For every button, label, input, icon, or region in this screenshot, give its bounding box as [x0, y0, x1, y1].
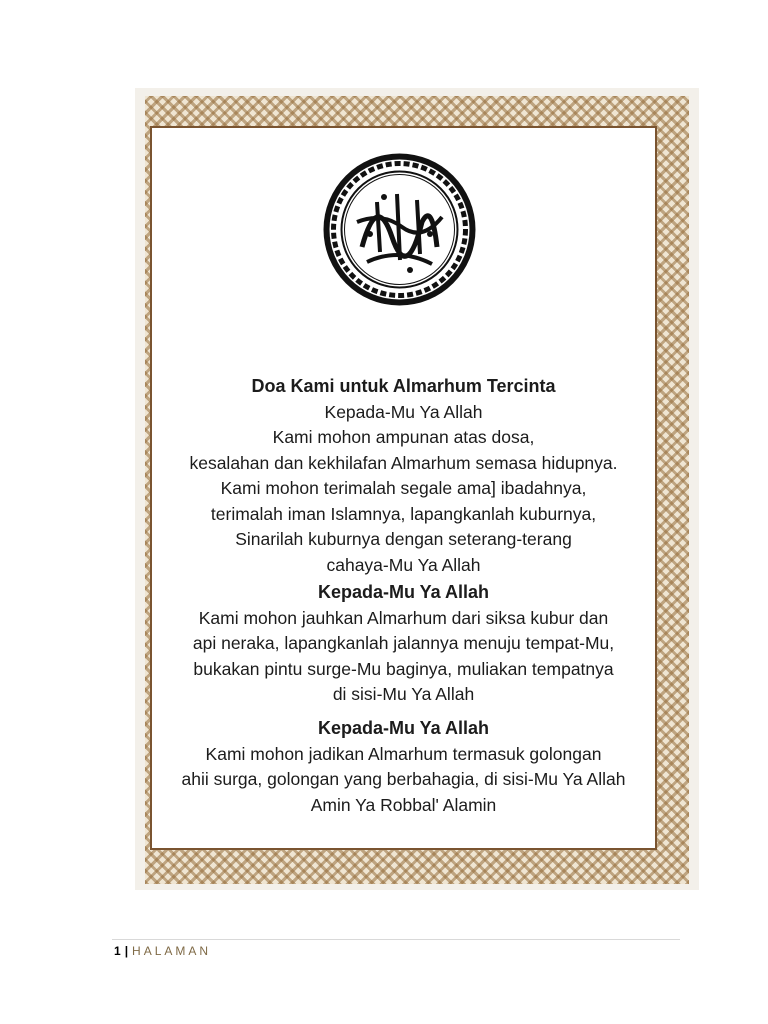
footer-divider [112, 939, 680, 940]
section-line: Kami mohon jadikan Almarhum termasuk golongan [205, 743, 602, 764]
page-number: 1 [114, 944, 121, 958]
intro-line: Kami mohon terimalah segale ama] ibadahnya, [220, 478, 587, 498]
intro-line: Sinarilah kuburnya dengan seterang-terang [235, 529, 572, 549]
card-title: Doa Kami untuk Almarhum Tercinta [251, 376, 556, 396]
page-footer [114, 944, 211, 958]
section-line: Amin Ya Robbal' Alamin [310, 794, 497, 815]
section-line: Kami mohon jauhkan Almarhum dari siksa kubur dan [198, 607, 609, 628]
intro-section [154, 374, 653, 578]
section-two [154, 580, 653, 708]
intro-line: kesalahan dan kekhilafan Almarhum semasa hidupnya. [189, 452, 618, 473]
footer-separator: | [124, 944, 129, 958]
section-heading: Kepada-Mu Ya Allah [317, 718, 490, 738]
intro-line: Kami mohon ampunan atas dosa, [272, 427, 535, 447]
arabic-calligraphy-medallion-icon [322, 152, 477, 307]
intro-line: Kepada-Mu Ya Allah [324, 401, 483, 422]
section-line: bukakan pintu surge-Mu baginya, muliakan tempatnya [193, 658, 614, 679]
section-heading: Kepada-Mu Ya Allah [317, 582, 490, 602]
section-line: api neraka, lapangkanlah jalannya menuju tempat-Mu, [192, 633, 615, 653]
footer-label: HALAMAN [132, 944, 212, 958]
section-line: ahii surga, golongan yang berbahagia, di sisi-Mu Ya Allah [181, 769, 626, 789]
intro-line: cahaya-Mu Ya Allah [326, 554, 481, 575]
card-content [154, 130, 653, 846]
intro-line: terimalah iman Islamnya, lapangkanlah kuburnya, [210, 503, 597, 524]
section-line: di sisi-Mu Ya Allah [332, 684, 475, 704]
section-three [154, 716, 653, 818]
